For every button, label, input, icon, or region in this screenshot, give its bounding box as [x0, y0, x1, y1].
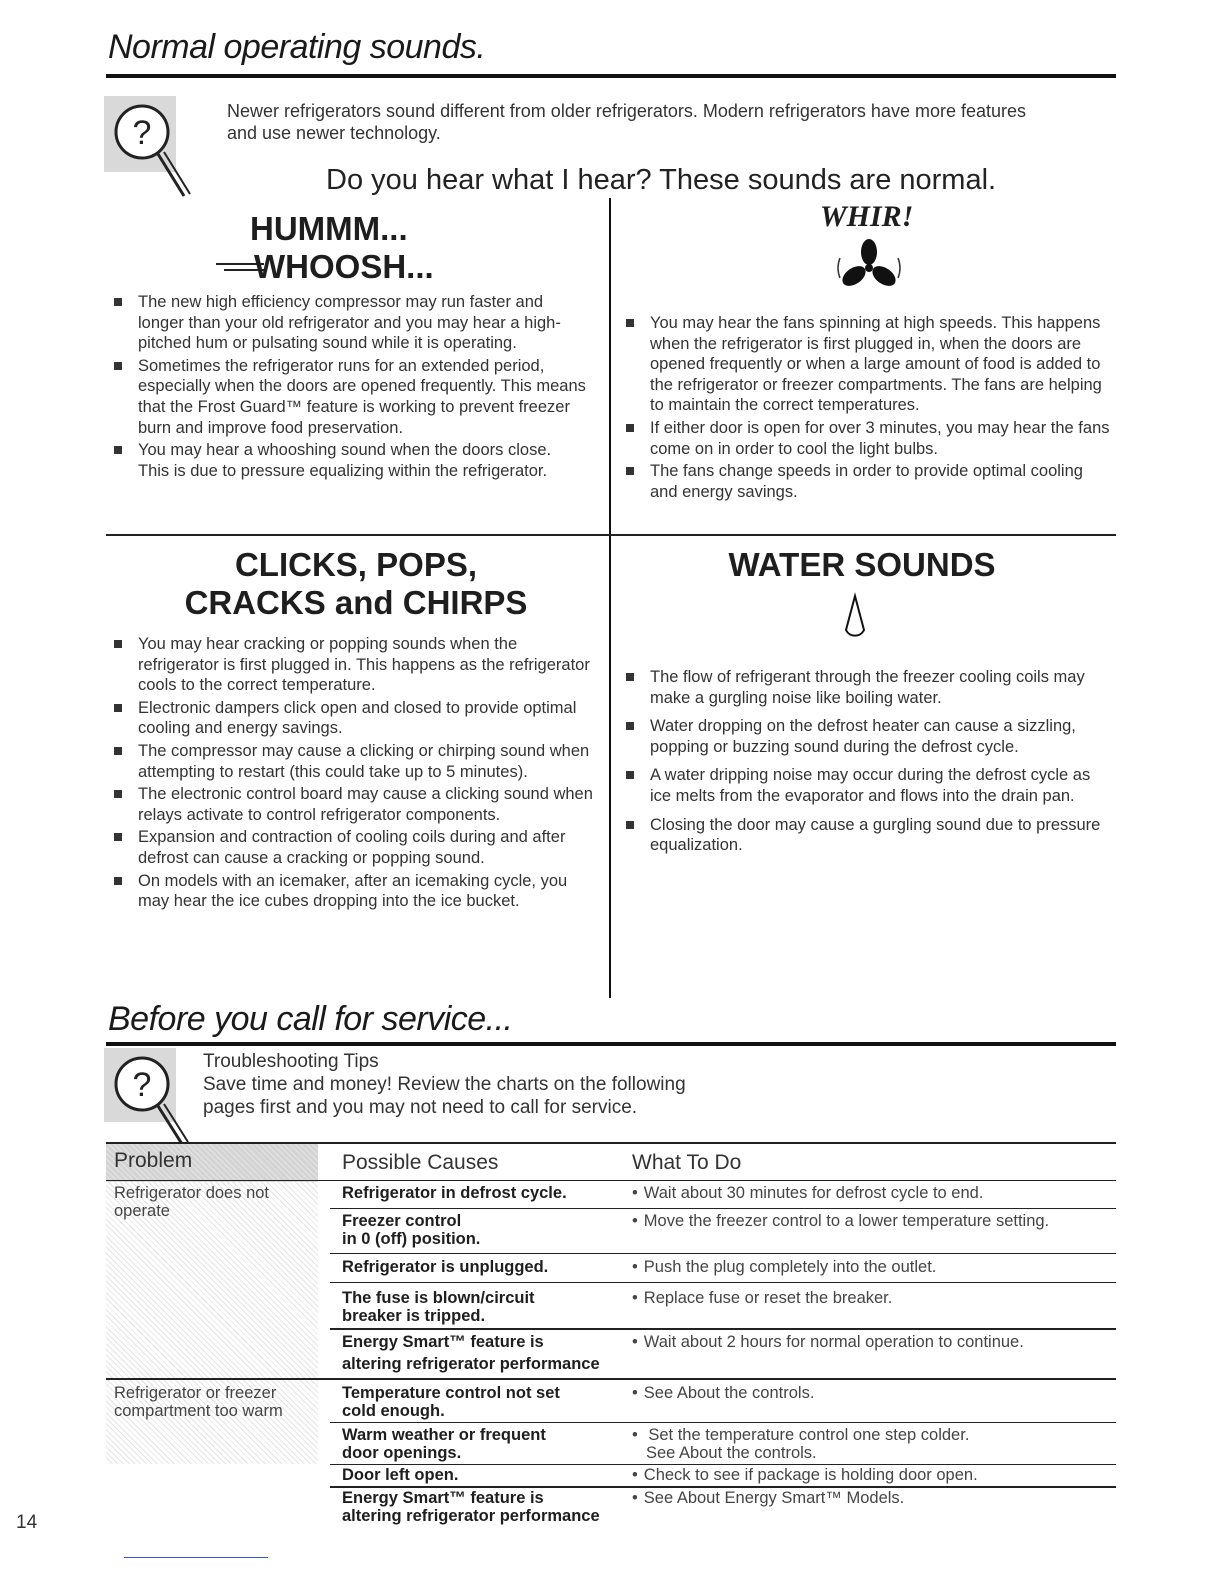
list-item: The flow of refrigerant through the freezer cooling coils may make a gurgling noise like boiling water.: [620, 667, 1115, 708]
tips-line-3: pages first and you may not need to call for service.: [203, 1097, 638, 1118]
cause-9-line-1: Energy Smart™ feature is: [342, 1489, 544, 1507]
cause-2-line-2: in 0 (off) position.: [342, 1230, 481, 1248]
clicks-heading-line-2: CRACKS and CHIRPS: [184, 584, 528, 621]
section-title-normal-sounds: Normal operating sounds.: [108, 28, 486, 66]
row-rule: [330, 1328, 1116, 1330]
page-number: 14: [16, 1512, 38, 1533]
todo-7: [632, 1426, 969, 1444]
question-magnifier-icon-2: [104, 1048, 196, 1146]
list-item: Closing the door may cause a gurgling sound due to pressure equalization.: [620, 815, 1115, 856]
problem-header-cell: [106, 1144, 318, 1182]
cause-7-line-2: door openings.: [342, 1444, 462, 1462]
todo-7-line-1: Set the temperature control one step colder.: [648, 1426, 970, 1444]
list-item: The fans change speeds in order to provide optimal cooling and energy savings.: [620, 461, 1110, 502]
cause-2: [342, 1212, 480, 1248]
cause-4-line-1: The fuse is blown/circuit: [342, 1289, 535, 1307]
cause-9-line-2: altering refrigerator performance: [342, 1507, 600, 1525]
cause-7: [342, 1426, 546, 1462]
todo-4: • Replace fuse or reset the breaker.: [632, 1289, 892, 1307]
intro-line-1: Newer refrigerators sound different from older refrigerators. Modern refrigerators have more features: [227, 101, 1027, 121]
cause-3: [342, 1258, 548, 1276]
list-item: The electronic control board may cause a clicking sound when relays activate to control refrigerator components.: [108, 784, 600, 825]
row-rule: [330, 1282, 1116, 1283]
cause-7-line-1: Warm weather or frequent: [342, 1426, 546, 1444]
problem-cell-2: [106, 1380, 318, 1464]
footer-link-rule: [124, 1557, 268, 1558]
column-divider-top: [609, 198, 611, 534]
list-item: Water dropping on the defrost heater can cause a sizzling, popping or buzzing sound during the defrost cycle.: [620, 716, 1115, 757]
todo-7-line-2: See About the controls.: [646, 1444, 817, 1462]
title-rule: [106, 74, 1116, 78]
cause-1-line: Refrigerator in defrost cycle.: [342, 1184, 567, 1202]
problem-column-header: Problem: [114, 1149, 193, 1172]
service-title-rule: [106, 1042, 1116, 1046]
svg-text:?: ?: [132, 114, 152, 152]
cause-6-line-1: Temperature control not set: [342, 1384, 560, 1402]
list-item: You may hear cracking or popping sounds when the refrigerator is first plugged in. This happens as the refrigerator cools to the correct temperature.: [108, 634, 600, 696]
list-item: You may hear a whooshing sound when the doors close. This is due to pressure equalizing within the refrigerator.: [108, 440, 586, 481]
list-item: The new high efficiency compressor may run faster and longer than your old refrigerator and you may hear a high-pitched hum or pulsating sound while it is operating.: [108, 292, 586, 354]
todo-9: • See About Energy Smart™ Models.: [632, 1489, 904, 1507]
list-item: On models with an icemaker, after an icemaking cycle, you may hear the ice cubes dropping into the ice bucket.: [108, 871, 600, 912]
fan-icon: [834, 236, 904, 300]
whir-heading: WHIR!: [820, 200, 914, 233]
cause-4: [342, 1289, 535, 1325]
svg-text:?: ?: [132, 1066, 152, 1104]
todo-5: • Wait about 2 hours for normal operation to continue.: [632, 1333, 1024, 1351]
cause-5-line-2: altering refrigerator performance: [342, 1355, 600, 1373]
todo-1: • Wait about 30 minutes for defrost cycle to end.: [632, 1184, 983, 1202]
intro-line-2: and use newer technology.: [227, 123, 441, 143]
whoosh-heading: WHOOSH...: [254, 248, 434, 285]
cause-8: [342, 1466, 458, 1484]
todo-2: • Move the freezer control to a lower temperature setting.: [632, 1212, 1049, 1230]
cause-6: [342, 1384, 560, 1420]
clicks-bullets: [108, 634, 600, 914]
list-item: Expansion and contraction of cooling coils during and after defrost can cause a cracking or popping sound.: [108, 827, 600, 868]
cause-5: [342, 1333, 600, 1373]
hummm-bullets: [108, 292, 586, 483]
todo-3: • Push the plug completely into the outlet.: [632, 1258, 936, 1276]
cause-2-line-1: Freezer control: [342, 1212, 462, 1230]
list-item: The compressor may cause a clicking or chirping sound when attempting to restart (this could take up to 5 minutes).: [108, 741, 600, 782]
list-item: Electronic dampers click open and closed to provide optimal cooling and energy savings.: [108, 698, 600, 739]
problem-2-line-1: Refrigerator or freezer: [114, 1384, 277, 1402]
cause-4-line-2: breaker is tripped.: [342, 1307, 486, 1325]
list-item: You may hear the fans spinning at high speeds. This happens when the refrigerator is first plugged in, when the doors are opened frequently or when a large amount of food is added to the refrigerator or freezer compartments. The fans are helping to maintain the correct temperatures.: [620, 313, 1110, 416]
problem-cell-1: [106, 1182, 318, 1378]
hummm-heading: HUMMM...: [250, 210, 408, 247]
problem-1-line-2: operate: [114, 1202, 170, 1220]
water-bullets: [620, 667, 1115, 858]
question-magnifier-icon: [104, 96, 196, 200]
todo-8: • Check to see if package is holding door open.: [632, 1466, 978, 1484]
cause-5-line-1: Energy Smart™ feature is: [342, 1333, 544, 1351]
tips-line-2: Save time and money! Review the charts on the following: [203, 1074, 686, 1095]
cause-8-line: Door left open.: [342, 1466, 459, 1484]
list-item: If either door is open for over 3 minutes, you may hear the fans come on in order to cool the light bulbs.: [620, 418, 1110, 459]
problem-1-line-1: Refrigerator does not: [114, 1184, 270, 1202]
cause-9: [342, 1489, 600, 1525]
todo-column-header: What To Do: [632, 1151, 742, 1174]
row-rule: [330, 1464, 1116, 1465]
header-rule: [106, 1180, 1116, 1181]
todo-6: • See About the controls.: [632, 1384, 814, 1402]
cause-3-line: Refrigerator is unplugged.: [342, 1258, 549, 1276]
clicks-heading: [106, 546, 606, 622]
problem-2-line-2: compartment too warm: [114, 1402, 283, 1420]
list-item: A water dripping noise may occur during the defrost cycle as ice melts from the evaporator and flows into the drain pan.: [620, 765, 1115, 806]
water-drop-icon: [840, 592, 870, 652]
row-rule: [330, 1422, 1116, 1423]
troubleshooting-tips: [203, 1050, 686, 1119]
list-item: Sometimes the refrigerator runs for an extended period, especially when the doors are opened frequently. This means that the Frost Guard™ feature is working to prevent freezer burn and improve food preservation.: [108, 356, 586, 438]
clicks-heading-line-1: CLICKS, POPS,: [234, 546, 478, 583]
middle-rule: [106, 534, 1116, 536]
row-rule: [330, 1253, 1116, 1254]
tips-line-1: Troubleshooting Tips: [203, 1051, 379, 1072]
tagline: Do you hear what I hear? These sounds are normal.: [326, 164, 997, 196]
row-rule: [330, 1208, 1116, 1209]
water-heading: WATER SOUNDS: [728, 546, 996, 583]
intro-text: [227, 100, 1127, 144]
section-title-before-service: Before you call for service...: [108, 1000, 513, 1038]
causes-column-header: Possible Causes: [342, 1151, 499, 1174]
cause-6-line-2: cold enough.: [342, 1402, 445, 1420]
whir-bullets: [620, 313, 1110, 504]
row-rule: [330, 1486, 1116, 1488]
cause-1: [342, 1184, 567, 1202]
column-divider-bottom: [609, 536, 611, 998]
